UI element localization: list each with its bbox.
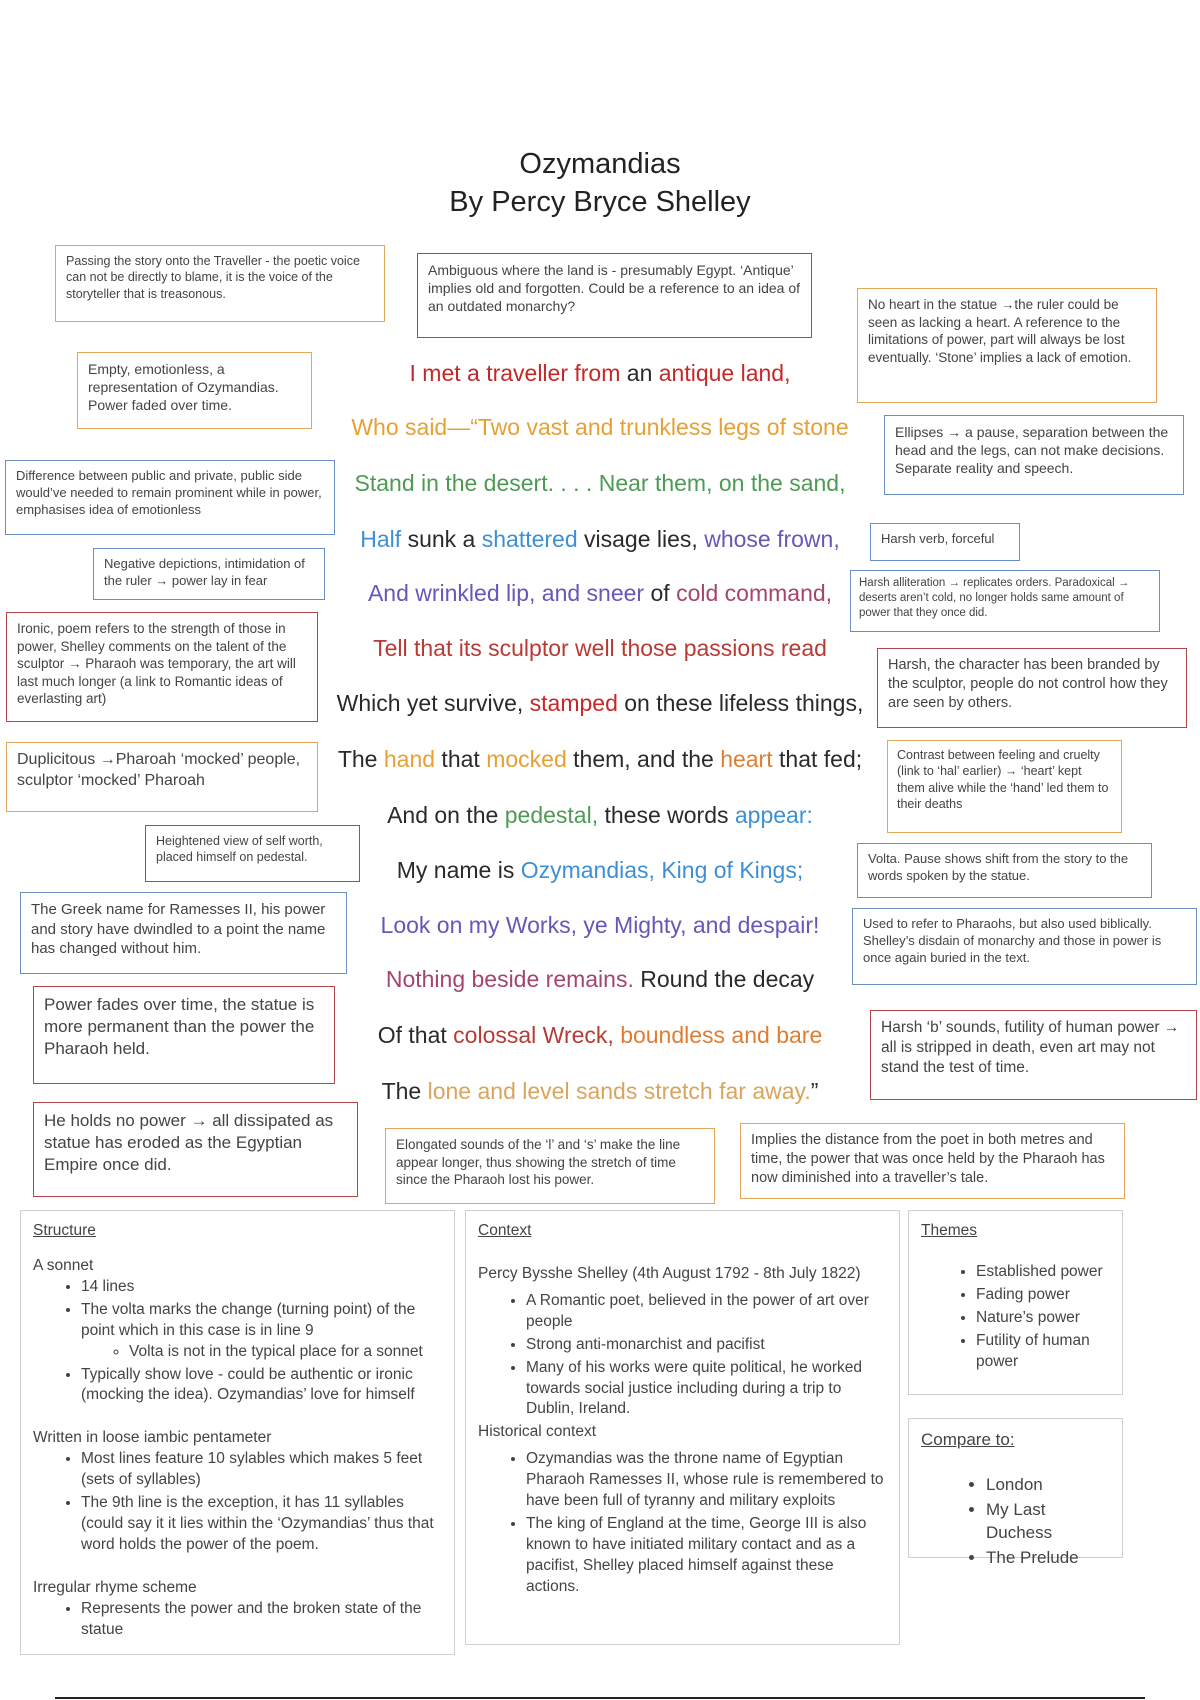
poem-line-1 <box>300 360 900 387</box>
poem-line-segment: colossal Wreck, <box>453 1022 614 1048</box>
page-title <box>0 145 1200 221</box>
poem-line-segment: Round the decay <box>633 966 815 992</box>
note-traveller: Passing the story onto the Traveller - the poetic voice can not be directly to blame, it is the voice of the storyteller that is treasonous. <box>55 245 385 322</box>
note-public-private: Difference between public and private, public side would’ve needed to remain prominent while in power, emphasises idea of emotionless <box>5 460 335 535</box>
poem-line-segment: The <box>337 746 384 772</box>
poem-line-6 <box>300 635 900 662</box>
note-empty-emotionless: Empty, emotionless, a representation of Ozymandias. Power faded over time. <box>77 352 312 429</box>
poem-line-segment: My name is <box>396 857 521 883</box>
note-harsh-verb: Harsh verb, forceful <box>870 523 1020 561</box>
poem-line-segment: lone and level sands stretch far away. <box>427 1078 811 1104</box>
poem-line-segment: And on the <box>387 802 505 828</box>
list-item: ◦ Volta is not in the typical place for a sonnet <box>129 1342 442 1363</box>
poem-line-segment: I met a traveller from <box>409 360 627 386</box>
list-item: • Ozymandias was the throne name of Egyptian Pharaoh Ramesses II, whose rule is remembered to have been full of tyranny and military exploits <box>526 1449 887 1512</box>
compare-heading: Compare to: <box>921 1430 1015 1449</box>
note-no-heart: No heart in the statue →the ruler could be seen as lacking a heart. A reference to the limitations of power, part will always be lost eventually. ‘Stone’ implies a lack of emotion. <box>857 288 1157 403</box>
list-item: • The Prelude <box>986 1547 1110 1570</box>
poem-line-segment: cold command, <box>676 580 833 606</box>
themes-box <box>908 1210 1123 1395</box>
structure-box <box>20 1210 455 1655</box>
list-item: • Typically show love - could be authentic or ironic (mocking the idea). Ozymandias’ love for himself <box>81 1365 442 1407</box>
poem-line-11 <box>300 912 900 939</box>
poem-line-segment: Which yet survive, <box>336 690 530 716</box>
context-heading: Context <box>478 1222 532 1239</box>
note-negative-depictions: Negative depictions, intimidation of the ruler → power lay in fear <box>93 548 325 600</box>
poem-line-segment: pedestal, <box>504 802 599 828</box>
note-ellipses: Ellipses → a pause, separation between the head and the legs, can not make decisions. Separate reality and speech. <box>884 415 1184 495</box>
structure-sonnet-list <box>33 1277 442 1407</box>
poem-line-3 <box>300 470 900 497</box>
list-item: • Represents the power and the broken state of the statue <box>81 1599 442 1641</box>
structure-iambic-list <box>33 1449 442 1556</box>
list-item: • Futility of human power <box>976 1331 1110 1373</box>
list-item: • The king of England at the time, George III is also known to have initiated military contact and as a pacifist, Shelley placed himself against these actions. <box>526 1514 887 1598</box>
poem-line-segment: of <box>650 580 677 606</box>
poem-title: Ozymandias <box>519 148 681 180</box>
poem-line-segment: that fed; <box>772 746 863 772</box>
poem-line-9 <box>300 802 900 829</box>
note-ambiguous-land: Ambiguous where the land is - presumably Egypt. ‘Antique’ implies old and forgotten. Could be a reference to an idea of an outdated monarchy? <box>417 253 812 338</box>
note-power-fades: Power fades over time, the statue is more permanent than the power the Pharaoh held. <box>33 986 335 1084</box>
poem-line-12 <box>300 966 900 993</box>
poem-line-14 <box>300 1078 900 1105</box>
note-elongated-sounds: Elongated sounds of the ‘l’ and ‘s’ make the line appear longer, thus showing the stretch of time since the Pharaoh lost his power. <box>385 1128 715 1204</box>
poem-line-segment: ” <box>810 1078 819 1104</box>
note-branded: Harsh, the character has been branded by the sculptor, people do not control how they are seen by others. <box>877 648 1187 728</box>
list-item: • The 9th line is the exception, it has 11 syllables (could say it it lies within the ‘Ozymandias’ thus that word holds the power of the poem. <box>81 1493 442 1556</box>
poem-line-4 <box>300 526 900 553</box>
structure-rhyme: Irregular rhyme scheme <box>33 1578 197 1596</box>
list-item: • 14 lines <box>81 1277 442 1298</box>
list-item: • Fading power <box>976 1285 1110 1306</box>
compare-list <box>921 1474 1110 1570</box>
poem-line-segment: heart <box>720 746 773 772</box>
poem-line-segment: mocked <box>486 746 567 772</box>
context-box <box>465 1210 900 1645</box>
poem-line-segment: Ozymandias, King of Kings; <box>520 857 804 883</box>
poem-line-segment: boundless and bare <box>620 1022 823 1048</box>
poem-line-segment: that <box>435 746 487 772</box>
poem-line-segment: Tell that its sculptor well those passions read <box>373 635 827 661</box>
poem-line-segment: on these lifeless things, <box>617 690 864 716</box>
list-item: • My Last Duchess <box>986 1499 1110 1545</box>
poem-line-10 <box>300 857 900 884</box>
note-contrast: Contrast between feeling and cruelty (link to ‘hal’ earlier) → ‘heart’ kept them alive while the ‘hand’ led them to their deaths <box>887 740 1122 833</box>
poem-line-segment: Look on my Works, ye Mighty, and despair! <box>380 912 820 938</box>
poem-line-segment: Who said—“Two vast and trunkless legs of stone <box>351 414 849 440</box>
list-item: • A Romantic poet, believed in the power of art over people <box>526 1291 887 1333</box>
note-pharaohs: Used to refer to Pharaohs, but also used biblically. Shelley’s disdain of monarchy and those in power is once again buried in the text. <box>852 908 1197 985</box>
structure-rhyme-list <box>33 1599 442 1641</box>
poem-line-2 <box>300 414 900 441</box>
poem-line-segment: these words <box>598 802 735 828</box>
compare-box <box>908 1418 1123 1567</box>
context-bio: Percy Bysshe Shelley (4th August 1792 - 8th July 1822) <box>478 1264 861 1282</box>
list-item <box>81 1300 442 1363</box>
structure-sub-list <box>81 1342 442 1363</box>
poem-line-segment: Nothing beside remains. <box>385 966 634 992</box>
structure-heading: Structure <box>33 1222 96 1239</box>
list-item-text: The volta marks the change (turning point) of the point which in this case is in line 9 <box>81 1300 416 1339</box>
poem-line-segment: The <box>381 1078 428 1104</box>
note-duplicitous: Duplicitous →Pharoah ‘mocked’ people, sculptor ‘mocked’ Pharoah <box>6 742 318 812</box>
poem-line-13 <box>300 1022 900 1049</box>
note-ironic: Ironic, poem refers to the strength of those in power, Shelley comments on the talent of the sculptor → Pharaoh was temporary, the art will last much longer (a link to Romantic ideas of everlasting art) <box>6 612 318 722</box>
poem-line-segment: whose frown, <box>704 526 840 552</box>
poem-line-segment: antique land, <box>658 360 791 386</box>
poem-line-segment: appear: <box>734 802 813 828</box>
note-harsh-b-sounds: Harsh ‘b’ sounds, futility of human power → all is stripped in death, even art may not stand the test of time. <box>870 1010 1197 1100</box>
list-item: • London <box>986 1474 1110 1497</box>
list-item: • Most lines feature 10 sylables which makes 5 feet (sets of syllables) <box>81 1449 442 1491</box>
poem-line-5 <box>300 580 900 607</box>
poem-line-segment: stamped <box>529 690 618 716</box>
note-volta: Volta. Pause shows shift from the story to the words spoken by the statue. <box>857 843 1152 898</box>
poem-line-segment: an <box>626 360 659 386</box>
poem-line-segment: shattered <box>481 526 578 552</box>
list-item: • Nature’s power <box>976 1308 1110 1329</box>
themes-heading: Themes <box>921 1222 977 1239</box>
list-item: • Many of his works were quite political, he worked towards social justice including during a trip to Dublin, Ireland. <box>526 1358 887 1421</box>
structure-iambic: Written in loose iambic pentameter <box>33 1429 272 1447</box>
context-bio-list <box>478 1291 887 1421</box>
themes-list <box>921 1262 1110 1373</box>
list-item: • Established power <box>976 1262 1110 1283</box>
context-historical: Historical context <box>478 1423 597 1441</box>
poem-line-7 <box>300 690 900 717</box>
poem-line-segment: sunk a <box>407 526 482 552</box>
poem-line-segment: Of that <box>377 1022 454 1048</box>
bottom-rule <box>55 1697 1145 1699</box>
poem-line-8 <box>300 746 900 773</box>
note-greek-name: The Greek name for Ramesses II, his power and story have dwindled to a point the name has changed without him. <box>20 892 347 974</box>
poem-line-segment: And wrinkled lip, and sneer <box>367 580 651 606</box>
poem-line-segment: visage lies, <box>577 526 705 552</box>
context-historical-list <box>478 1449 887 1597</box>
note-harsh-alliteration: Harsh alliteration → replicates orders. Paradoxical → deserts aren’t cold, no longer holds same amount of power that they once did. <box>850 570 1160 632</box>
poem-line-segment: Half <box>360 526 408 552</box>
poem-line-segment: them, and the <box>566 746 721 772</box>
poem-line-segment: Stand in the desert. . . . Near them, on the sand, <box>354 470 846 496</box>
structure-sonnet: A sonnet <box>33 1256 94 1274</box>
note-no-power: He holds no power → all dissipated as statue has eroded as the Egyptian Empire once did. <box>33 1102 358 1197</box>
poem-line-segment: hand <box>383 746 436 772</box>
poem-author: By Percy Bryce Shelley <box>449 186 751 218</box>
list-item: • Strong anti-monarchist and pacifist <box>526 1335 887 1356</box>
note-distance: Implies the distance from the poet in both metres and time, the power that was once held by the Pharaoh has now diminished into a traveller’s tale. <box>740 1123 1125 1199</box>
note-heightened-view: Heightened view of self worth, placed himself on pedestal. <box>145 825 360 882</box>
